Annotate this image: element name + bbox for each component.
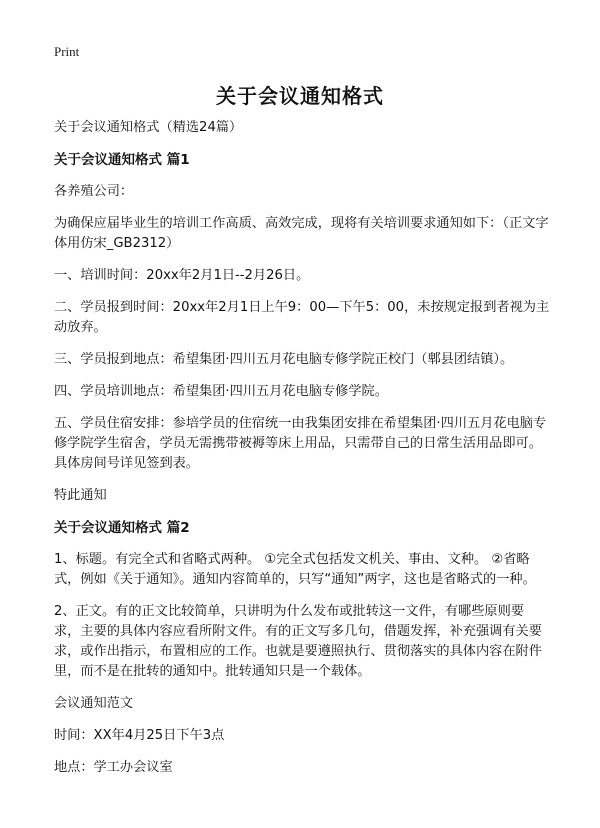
item-training-time: 一、培训时间：20xx年2月1日--2月26日。 [54,268,310,283]
item-report-place: 三、学员报到地点：希望集团·四川五月花电脑专修学院正校门（郫县团结镇）。 [54,352,514,367]
intro-paragraph: 为确保应届毕业生的培训工作高质、高效完成，现将有关培训要求通知如下：（正文字体用仿宋_GB2312） [54,216,549,251]
closing-text: 特此通知 [54,488,107,503]
sample-heading: 会议通知范文 [54,696,134,711]
section-heading-1: 关于会议通知格式 篇1 [54,152,190,168]
paragraph-title-rules: 1、标题。有完全式和省略式两种。 ①完全式包括发文机关、事由、文种。 ②省略式，例如《关于通知》。通知内容简单的，只写“通知”两字，这也是省略式的一种。 [54,552,536,587]
document-title: 关于会议通知格式 [216,84,384,108]
salutation: 各养殖公司： [54,184,134,199]
item-training-place: 四、学员培训地点：希望集团·四川五月花电脑专修学院。 [54,384,388,399]
meeting-time: 时间：XX年4月25日下午3点 [54,728,225,743]
meeting-place: 地点：学工办会议室 [54,760,173,775]
document-subtitle: 关于会议通知格式（精选24篇） [54,120,243,135]
item-accommodation: 五、学员住宿安排：参培学员的住宿统一由我集团安排在希望集团·四川五月花电脑专修学院学生宿舍，学员无需携带被褥等床上用品，只需带自己的日常生活用品即可。具体房间号详见签到表。 [54,416,547,471]
document-body [54,118,550,790]
print-label: Print [54,44,80,59]
paragraph-body-rules: 2、正文。有的正文比较简单，只讲明为什么发布或批转这一文件，有哪些原则要求，主要的具体内容应看所附文件。有的正文写多几句，借题发挥，补充强调有关要求，或作出指示，布置相应的工作。也就是要遵照执行、贯彻落实的具体内容在附件里，而不是在批转的通知中。批转通知只是一个载体。 [54,604,542,679]
item-report-time: 二、学员报到时间：20xx年2月1日上午9：00—下午5：00，未按规定报到者视为主动放弃。 [54,300,550,335]
section-heading-2: 关于会议通知格式 篇2 [54,520,190,536]
